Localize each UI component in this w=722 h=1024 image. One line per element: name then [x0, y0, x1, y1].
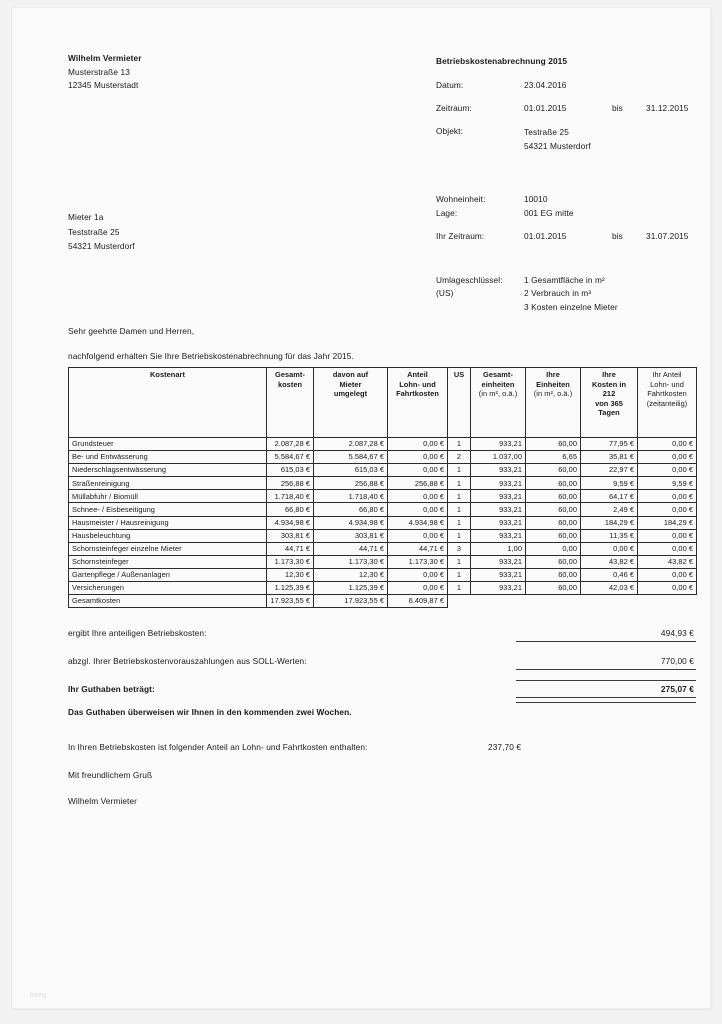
cell-ihr-anteil: 0,00 € [638, 568, 697, 581]
col-header-ihr-anteil-line-1: Ihr Anteil [652, 370, 682, 379]
col-header-davon-umgelegt [314, 368, 388, 438]
cell-kostenart: Versicherungen [69, 582, 267, 595]
cell-gesamteinheiten: 1.037,00 [471, 451, 526, 464]
sender-name: Wilhelm Vermieter [68, 53, 142, 63]
cell-ihr-anteil: 184,29 € [638, 516, 697, 529]
col-header-gesamteinheiten [471, 368, 526, 438]
summary-rule-1 [516, 641, 696, 642]
cell-kostenart: Schornsteinfeger einzelne Mieter [69, 542, 267, 555]
cell-us: 1 [448, 477, 471, 490]
meta-row-umlageschluessel [436, 274, 704, 314]
cell-ihre-einheiten: 60,00 [526, 438, 581, 451]
cell-kostenart: Hausbeleuchtung [69, 529, 267, 542]
document-title: Betriebskostenabrechnung 2015 [436, 56, 568, 66]
col-header-ihre-kosten-line-3: 212 [602, 389, 616, 399]
cell-davon-umgelegt: 5.584,67 € [314, 451, 388, 464]
col-header-gesamtkosten [267, 368, 314, 438]
cell-us: 1 [448, 555, 471, 568]
cell-ihre-einheiten: 60,00 [526, 464, 581, 477]
col-header-gesamteinheiten-line-2: einheiten [481, 379, 515, 389]
table-row [69, 568, 697, 581]
datum-value: 23.04.2016 [524, 80, 567, 90]
closing-greeting: Mit freundlichem Gruß [68, 770, 153, 780]
col-header-ihr-anteil-line-2: Lohn- und [650, 379, 684, 389]
cell-anteil-lohn-fahrtkosten: 0,00 € [388, 582, 448, 595]
cost-table-header-row [69, 368, 697, 438]
cell-gesamtkosten: 44,71 € [267, 542, 314, 555]
recipient-street: Teststraße 25 [68, 226, 120, 237]
summary-rule-2 [516, 669, 696, 670]
document-meta-block [436, 80, 704, 324]
col-header-gesamteinheiten-line-3: (in m², o.ä.) [478, 389, 518, 399]
cell-gesamteinheiten: 933,21 [471, 529, 526, 542]
recipient-city: 54321 Musterdorf [68, 241, 135, 251]
zeitraum-label: Zeitraum: [436, 103, 472, 113]
objekt-label: Objekt: [436, 126, 463, 136]
cell-ihr-anteil: 0,00 € [638, 529, 697, 542]
cell-total-empty [471, 595, 526, 608]
cell-davon-umgelegt: 615,03 € [314, 464, 388, 477]
summary-amount-3: 275,07 € [660, 684, 694, 694]
cell-ihre-einheiten: 60,00 [526, 555, 581, 568]
cell-kostenart: Müllabfuhr / Biomüll [69, 490, 267, 503]
cell-ihre-einheiten: 0,00 [526, 542, 581, 555]
cell-kostenart: Schnee- / Eisbeseitigung [69, 503, 267, 516]
cell-ihr-anteil: 0,00 € [638, 542, 697, 555]
cell-gesamteinheiten: 933,21 [471, 464, 526, 477]
objekt-value [524, 126, 591, 153]
closing-signature: Wilhelm Vermieter [68, 796, 138, 806]
meta-row-lage [436, 208, 704, 221]
labor-cost-text: In Ihren Betriebskosten ist folgender Anteil an Lohn- und Fahrtkosten enthalten: [68, 742, 368, 752]
cell-ihre-einheiten: 60,00 [526, 503, 581, 516]
cell-kostenart: Hausmeister / Hausreinigung [69, 516, 267, 529]
umlageschluessel-values [524, 274, 618, 315]
col-header-ihre-kosten-line-2: Kosten in [591, 379, 627, 389]
cell-anteil-lohn-fahrtkosten: 0,00 € [388, 438, 448, 451]
cell-gesamteinheiten: 933,21 [471, 477, 526, 490]
recipient-name: Mieter 1a [68, 212, 104, 222]
cell-anteil-lohn-fahrtkosten: 0,00 € [388, 451, 448, 464]
cell-gesamteinheiten: 933,21 [471, 582, 526, 595]
cell-total-davon-umgelegt: 17.923,55 € [314, 595, 388, 608]
recipient-address-block [68, 210, 135, 254]
cell-anteil-lohn-fahrtkosten: 4.934,98 € [388, 516, 448, 529]
cell-gesamtkosten: 303,81 € [267, 529, 314, 542]
col-header-davon-line-2: Mieter [339, 379, 362, 389]
cell-ihre-einheiten: 6,65 [526, 451, 581, 464]
objekt-line-1: Testraße 25 [524, 127, 569, 137]
cell-total-empty [448, 595, 471, 608]
cell-davon-umgelegt: 1.173,30 € [314, 555, 388, 568]
summary-label-2: abzgl. Ihrer Betriebskostenvorauszahlungen aus SOLL-Werten: [68, 656, 307, 666]
col-header-anteil-line-3: Fahrtkosten [396, 389, 439, 399]
umlageschluessel-option-1: 1 Gesamtfläche in m² [524, 274, 605, 285]
cell-gesamtkosten: 12,30 € [267, 568, 314, 581]
table-row [69, 438, 697, 451]
cell-kostenart: Be- und Entwässerung [69, 451, 267, 464]
payment-notice: Das Guthaben überweisen wir Ihnen in den kommenden zwei Wochen. [68, 707, 352, 717]
col-header-ihre-einheiten-line-1: Ihre [546, 370, 560, 379]
cell-kostenart: Schornsteinfeger [69, 555, 267, 568]
cell-gesamtkosten: 1.173,30 € [267, 555, 314, 568]
cell-total-empty [581, 595, 638, 608]
objekt-line-2: 54321 Musterdorf [524, 140, 591, 151]
cell-anteil-lohn-fahrtkosten: 0,00 € [388, 490, 448, 503]
cell-ihre-kosten: 42,03 € [581, 582, 638, 595]
col-header-anteil-line-2: Lohn- und [399, 379, 436, 389]
summary-double-rule [516, 697, 696, 703]
cell-kostenart: Gartenpflege / Außenanlagen [69, 568, 267, 581]
zeitraum-from: 01.01.2015 [524, 103, 567, 113]
table-row [69, 529, 697, 542]
cell-gesamteinheiten: 933,21 [471, 490, 526, 503]
col-header-ihre-einheiten-line-2: Einheiten [536, 379, 570, 389]
document-page [12, 8, 710, 1008]
cell-anteil-lohn-fahrtkosten: 0,00 € [388, 529, 448, 542]
cell-ihre-kosten: 0,00 € [581, 542, 638, 555]
cell-anteil-lohn-fahrtkosten: 256,88 € [388, 477, 448, 490]
salutation: Sehr geehrte Damen und Herren, [68, 326, 195, 336]
cell-us: 1 [448, 568, 471, 581]
table-row [69, 477, 697, 490]
meta-row-datum [436, 80, 704, 93]
col-header-anteil-line-1: Anteil [407, 370, 428, 379]
cell-ihre-kosten: 184,29 € [581, 516, 638, 529]
cell-anteil-lohn-fahrtkosten: 0,00 € [388, 568, 448, 581]
col-header-ihr-anteil [638, 368, 697, 438]
cell-total-label: Gesamtkosten [69, 595, 267, 608]
cell-us: 1 [448, 503, 471, 516]
cell-gesamtkosten: 66,80 € [267, 503, 314, 516]
cell-davon-umgelegt: 12,30 € [314, 568, 388, 581]
cell-kostenart: Grundsteuer [69, 438, 267, 451]
intro-text: nachfolgend erhalten Sie Ihre Betriebskostenabrechnung für das Jahr 2015. [68, 351, 354, 361]
meta-row-wohneinheit [436, 194, 704, 208]
cell-ihr-anteil: 0,00 € [638, 490, 697, 503]
table-row [69, 503, 697, 516]
cell-ihr-anteil: 0,00 € [638, 451, 697, 464]
col-header-ihre-kosten-line-4: von 365 [595, 398, 623, 408]
cell-ihre-einheiten: 60,00 [526, 516, 581, 529]
cell-davon-umgelegt: 256,88 € [314, 477, 388, 490]
cell-ihr-anteil: 0,00 € [638, 582, 697, 595]
cell-gesamteinheiten: 933,21 [471, 503, 526, 516]
zeitraum-to: 31.12.2015 [646, 103, 689, 113]
datum-label: Datum: [436, 80, 464, 90]
sender-city: 12345 Musterstadt [68, 80, 139, 90]
table-row [69, 555, 697, 568]
table-row [69, 516, 697, 529]
cell-ihre-kosten: 64,17 € [581, 490, 638, 503]
cell-kostenart: Straßenreinigung [69, 477, 267, 490]
lage-label: Lage: [436, 207, 458, 218]
cell-ihre-kosten: 35,81 € [581, 451, 638, 464]
summary-label-3: Ihr Guthaben beträgt: [68, 684, 155, 694]
cell-ihre-kosten: 22,97 € [581, 464, 638, 477]
ihr-zeitraum-separator: bis [612, 230, 623, 241]
table-row [69, 490, 697, 503]
cell-davon-umgelegt: 66,80 € [314, 503, 388, 516]
cell-ihre-kosten: 77,95 € [581, 438, 638, 451]
col-header-gesamteinheiten-line-1: Gesamt- [483, 370, 513, 379]
cell-davon-umgelegt: 4.934,98 € [314, 516, 388, 529]
col-header-ihre-einheiten-line-3: (in m², o.ä.) [533, 389, 573, 399]
cell-gesamteinheiten: 1,00 [471, 542, 526, 555]
summary-row-anteilige-betriebskosten [68, 628, 696, 656]
summary-rule-above-total [516, 680, 696, 681]
col-header-ihre-kosten-line-1: Ihre [602, 370, 616, 379]
cell-gesamtkosten: 2.087,28 € [267, 438, 314, 451]
umlageschluessel-option-2: 2 Verbrauch in m³ [524, 288, 592, 298]
cell-anteil-lohn-fahrtkosten: 44,71 € [388, 542, 448, 555]
cell-us: 1 [448, 582, 471, 595]
col-header-kostenart-text: Kostenart [150, 370, 185, 379]
cell-ihre-kosten: 43,82 € [581, 555, 638, 568]
ihr-zeitraum-from: 01.01.2015 [524, 230, 567, 241]
cell-gesamteinheiten: 933,21 [471, 438, 526, 451]
col-header-gesamtkosten-line-2: kosten [277, 379, 303, 389]
cell-gesamtkosten: 4.934,98 € [267, 516, 314, 529]
col-header-davon-line-1: davon auf [332, 370, 369, 379]
cost-table-container [68, 367, 697, 608]
cell-anteil-lohn-fahrtkosten: 0,00 € [388, 464, 448, 477]
cost-table [68, 367, 697, 608]
cell-ihre-kosten: 11,35 € [581, 529, 638, 542]
cell-anteil-lohn-fahrtkosten: 1.173,30 € [388, 555, 448, 568]
ihr-zeitraum-to: 31.07.2015 [646, 230, 689, 241]
cell-gesamtkosten: 615,03 € [267, 464, 314, 477]
cell-ihre-einheiten: 60,00 [526, 490, 581, 503]
sender-address-block [68, 52, 142, 93]
cell-ihre-kosten: 0,46 € [581, 568, 638, 581]
summary-amount-1: 494,93 € [660, 628, 694, 638]
meta-row-objekt [436, 126, 704, 154]
summary-block [68, 628, 696, 712]
col-header-ihre-einheiten [526, 368, 581, 438]
sender-street: Musterstraße 13 [68, 66, 130, 77]
cell-gesamtkosten: 256,88 € [267, 477, 314, 490]
col-header-us-text: US [453, 370, 465, 379]
cell-us: 3 [448, 542, 471, 555]
cell-kostenart: Niederschlagsentwässerung [69, 464, 267, 477]
cell-davon-umgelegt: 44,71 € [314, 542, 388, 555]
col-header-ihr-anteil-line-4: (zeitanteilig) [646, 398, 688, 408]
cell-ihre-einheiten: 60,00 [526, 582, 581, 595]
umlageschluessel-label-line-2: (US) [436, 288, 454, 298]
cell-us: 2 [448, 451, 471, 464]
cell-total-anteil: 6.409,87 € [388, 595, 448, 608]
cell-gesamtkosten: 1.125,39 € [267, 582, 314, 595]
cost-table-header [69, 368, 697, 438]
cell-anteil-lohn-fahrtkosten: 0,00 € [388, 503, 448, 516]
cell-total-empty [526, 595, 581, 608]
cell-davon-umgelegt: 1.718,40 € [314, 490, 388, 503]
table-row [69, 464, 697, 477]
cell-ihre-einheiten: 60,00 [526, 529, 581, 542]
col-header-gesamtkosten-line-1: Gesamt- [275, 370, 305, 379]
col-header-anteil-lohn-fahrtkosten [388, 368, 448, 438]
cell-davon-umgelegt: 1.125,39 € [314, 582, 388, 595]
table-row [69, 582, 697, 595]
cell-gesamtkosten: 5.584,67 € [267, 451, 314, 464]
cell-us: 1 [448, 464, 471, 477]
footer-watermark: bkeg [30, 992, 47, 999]
summary-label-1: ergibt Ihre anteiligen Betriebskosten: [68, 628, 207, 638]
meta-row-zeitraum [436, 103, 704, 116]
umlageschluessel-label-line-1: Umlageschlüssel: [436, 274, 503, 285]
cell-us: 1 [448, 490, 471, 503]
col-header-ihr-anteil-line-3: Fahrtkosten [647, 389, 687, 399]
cell-us: 1 [448, 516, 471, 529]
cell-ihre-kosten: 9,59 € [581, 477, 638, 490]
table-row-total [69, 595, 697, 608]
cell-ihr-anteil: 0,00 € [638, 464, 697, 477]
cell-ihr-anteil: 0,00 € [638, 503, 697, 516]
cell-ihre-einheiten: 60,00 [526, 568, 581, 581]
cell-gesamteinheiten: 933,21 [471, 568, 526, 581]
table-row [69, 542, 697, 555]
cell-total-empty [638, 595, 697, 608]
wohneinheit-value: 10010 [524, 194, 548, 204]
cell-ihr-anteil: 43,82 € [638, 555, 697, 568]
meta-row-ihr-zeitraum [436, 231, 704, 244]
ihr-zeitraum-label: Ihr Zeitraum: [436, 230, 485, 241]
lage-value: 001 EG mitte [524, 207, 574, 218]
umlageschluessel-label [436, 274, 524, 301]
cell-us: 1 [448, 529, 471, 542]
cell-ihre-einheiten: 60,00 [526, 477, 581, 490]
col-header-kostenart [69, 368, 267, 438]
col-header-ihre-kosten [581, 368, 638, 438]
page-content [12, 8, 710, 1008]
wohneinheit-label: Wohneinheit: [436, 194, 486, 204]
col-header-ihre-kosten-line-5: Tagen [598, 408, 620, 418]
labor-cost-line [68, 742, 522, 752]
cell-davon-umgelegt: 2.087,28 € [314, 438, 388, 451]
labor-cost-amount: 237,70 € [488, 742, 522, 752]
cell-ihre-kosten: 2,49 € [581, 503, 638, 516]
cell-ihr-anteil: 0,00 € [638, 438, 697, 451]
summary-amount-2: 770,00 € [660, 656, 694, 666]
umlageschluessel-option-3: 3 Kosten einzelne Mieter [524, 301, 618, 312]
zeitraum-separator: bis [612, 103, 623, 113]
col-header-davon-line-3: umgelegt [333, 389, 368, 399]
cell-gesamtkosten: 1.718,40 € [267, 490, 314, 503]
cost-table-body [69, 438, 697, 608]
cell-gesamteinheiten: 933,21 [471, 516, 526, 529]
cell-us: 1 [448, 438, 471, 451]
cell-gesamteinheiten: 933,21 [471, 555, 526, 568]
col-header-us [448, 368, 471, 438]
table-row [69, 451, 697, 464]
cell-davon-umgelegt: 303,81 € [314, 529, 388, 542]
cell-total-gesamtkosten: 17.923,55 € [267, 595, 314, 608]
cell-ihr-anteil: 9,59 € [638, 477, 697, 490]
